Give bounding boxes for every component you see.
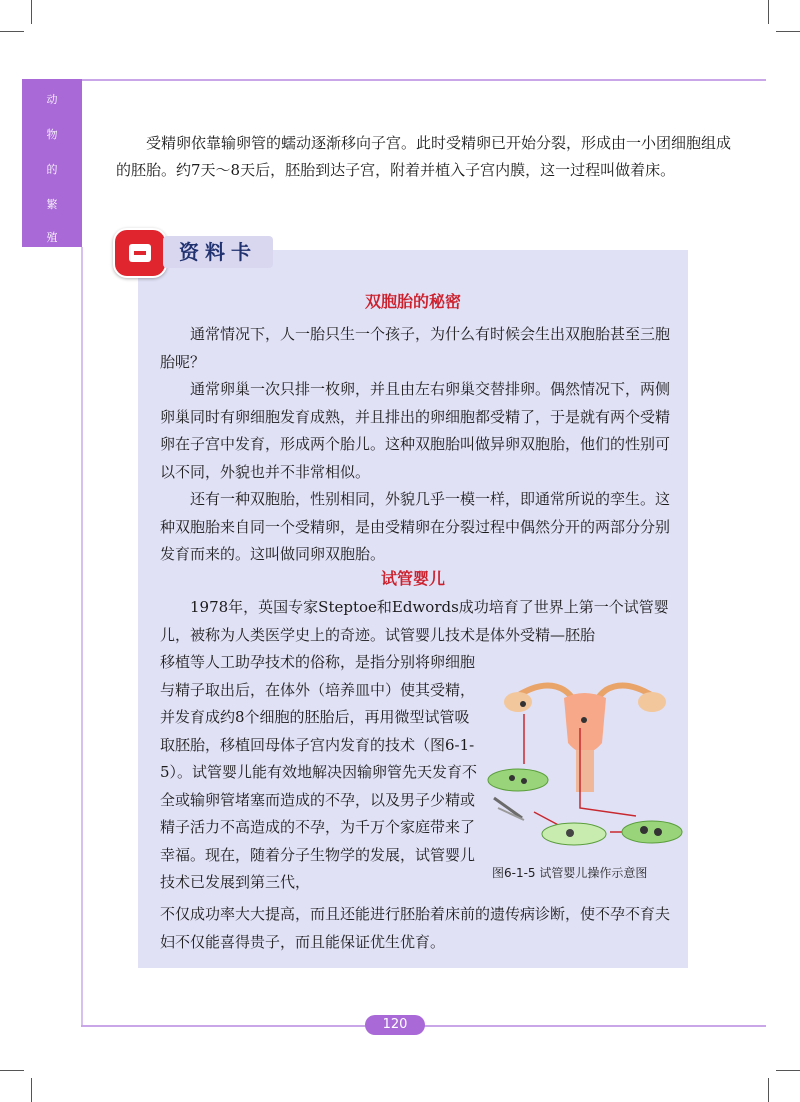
card-label: 资料卡: [163, 236, 273, 268]
body-paragraph: 移植等人工助孕技术的俗称，是指分别将卵细胞与精子取出后，在体外（培养皿中）使其受精，并发育成约8个细胞的胚胎后，再用微型试管吸取胚胎，移植回母体子宫内发育的技术（图6-1-5）。试管婴儿能有效地解决因输卵管先天发育不全或输卵管堵塞而造成的不孕，以及男子少精或精子活力不高造成的不孕，为千万个家庭带来了幸福。现在，随着分子生物学的发展，试管婴儿技术已发展到第三代，: [160, 653, 478, 891]
figure-caption: 图6-1-5 试管婴儿操作示意图: [492, 866, 648, 880]
section-title: 试管婴儿: [380, 569, 445, 588]
sidebar-char: 的: [46, 163, 58, 176]
header-rule: [22, 79, 766, 81]
crop-mark: [31, 1078, 32, 1102]
petri-dish-icon: [542, 823, 606, 845]
crop-mark: [776, 31, 800, 32]
sidebar-char: 殖: [46, 231, 58, 244]
crop-mark: [776, 1070, 800, 1071]
body-paragraph: 通常卵巢一次只排一枚卵，并且由左右卵巢交替排卵。偶然情况下，两侧卵巢同时有卵细胞发育成熟，并且排出的卵细胞都受精了，于是就有两个受精卵在子宫中发育，形成两个胎儿。这种双胞胎叫做异卵双胞胎，他们的性别可以不同，外貌也并不非常相似。: [160, 380, 671, 481]
info-card-tab: [113, 228, 273, 274]
crop-mark: [31, 0, 32, 24]
petri-dish-icon: [622, 821, 682, 843]
chapter-sidebar: [22, 79, 82, 247]
intro-text: [116, 130, 736, 184]
card-icon: [113, 228, 167, 278]
body-paragraph: 还有一种双胞胎，性别相同，外貌几乎一模一样，即通常所说的孪生。这种双胞胎来自同一个受精卵，是由受精卵在分裂过程中偶然分开的两部分分别发育而来的。这叫做同卵双胞胎。: [160, 490, 671, 563]
section-body: [160, 594, 676, 649]
margin-rule: [81, 247, 83, 1027]
body-paragraph: 不仅成功率大大提高，而且还能进行胚胎着床前的遗传病诊断，使不孕不育夫妇不仅能喜得贵子，而且能保证优生优育。: [160, 905, 671, 951]
crop-mark: [768, 1078, 769, 1102]
page-number: 120: [365, 1015, 425, 1035]
intro-paragraph: 受精卵依靠输卵管的蠕动逐渐移向子宫。此时受精卵已开始分裂，形成由一小团细胞组成的胚胎。约7天～8天后，胚胎到达子宫，附着并植入子宫内膜，这一过程叫做着床。: [116, 134, 732, 179]
ivf-diagram: [484, 668, 684, 868]
sidebar-char: 物: [46, 128, 58, 141]
crop-mark: [0, 31, 24, 32]
micropipette-icon: [494, 798, 524, 820]
petri-dish-icon: [488, 769, 548, 791]
sidebar-char: 繁: [46, 198, 58, 211]
sidebar-char: 动: [46, 93, 58, 106]
section-body: [160, 901, 676, 956]
section-body: [160, 321, 676, 569]
section-title: 双胞胎的秘密: [364, 292, 461, 311]
crop-mark: [768, 0, 769, 24]
body-paragraph: 通常情况下，人一胎只生一个孩子，为什么有时候会生出双胞胎甚至三胞胎呢？: [160, 325, 671, 371]
crop-mark: [0, 1070, 24, 1071]
wrapped-body: [160, 649, 480, 897]
body-paragraph: 1978年，英国专家Steptoe和Edwords成功培育了世界上第一个试管婴儿，被称为人类医学史上的奇迹。试管婴儿技术是体外受精—胚胎: [160, 598, 669, 644]
